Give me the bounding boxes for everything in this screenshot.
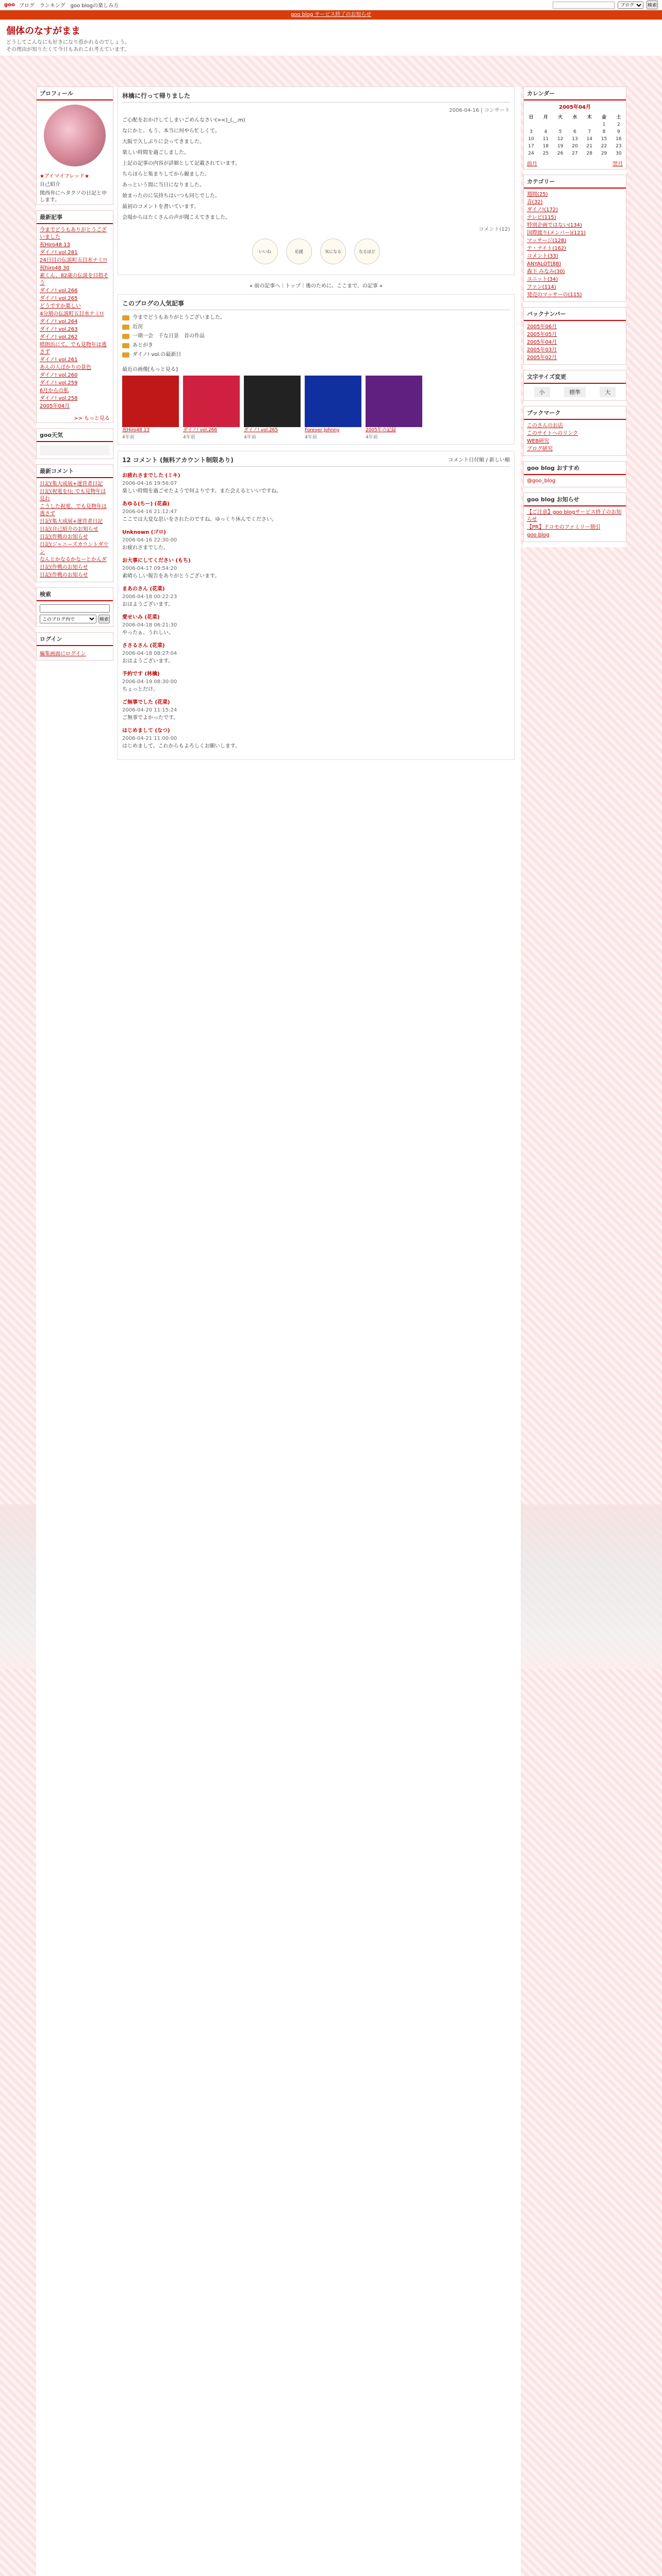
blog-search-button[interactable]: 検索	[98, 615, 110, 623]
reaction-stamp[interactable]: 応援	[286, 239, 312, 264]
calendar-day[interactable]	[568, 121, 582, 128]
comment-date: 2006-04-16 21:12:47	[122, 509, 177, 515]
comment-text: やったぁ、うれしい。	[122, 630, 174, 636]
calendar-day[interactable]: 19	[557, 144, 564, 149]
calendar-day[interactable]: 5	[558, 129, 562, 134]
calendar-day[interactable]: 1	[602, 122, 606, 127]
comment-date: 2006-04-18 06:21:30	[122, 622, 177, 628]
topbar-search-scope[interactable]	[618, 2, 643, 9]
calendar-month: 2005年04月	[559, 105, 591, 110]
reaction-stamps	[122, 239, 510, 264]
recent-entry-link[interactable]: 祝hiro48 30	[40, 265, 70, 271]
profile-avatar	[44, 105, 106, 166]
thumbnail-image[interactable]	[366, 376, 422, 427]
calendar-prev[interactable]: 前月	[527, 161, 537, 167]
calendar-day[interactable]	[553, 121, 568, 128]
bookmark-link[interactable]: このサイトへのリンク	[527, 431, 578, 436]
category-box	[523, 175, 626, 302]
thumbnail-image[interactable]	[244, 376, 301, 427]
entry-paragraph: あっという間に当日になりました。	[122, 182, 205, 188]
recent-entry-link[interactable]: ダイノ! vol.263	[40, 327, 78, 332]
comment-item	[122, 500, 510, 523]
calendar-day[interactable]: 23	[616, 144, 622, 149]
recent-entry-link[interactable]: 祝Hiro48 13	[40, 242, 70, 248]
thumbnail[interactable]	[244, 376, 301, 440]
recent-entry-link[interactable]: ダイノ! vol.260	[40, 372, 78, 378]
category-link[interactable]: テ・ナイト(162)	[527, 246, 567, 251]
calendar-weekday: 金	[602, 115, 607, 120]
bookmark-box	[523, 406, 626, 456]
comment-text: 素晴らしい報告をありがとうございます。	[122, 573, 220, 579]
content-wrapper	[36, 87, 521, 2576]
comment-text: はじめまして。これからもよろしくお願いします。	[122, 743, 240, 749]
search-heading: 検索	[37, 588, 113, 601]
bookmark-link[interactable]: このさんのお店	[527, 423, 563, 429]
thumbnail-caption[interactable]: Forever Johnny	[305, 428, 340, 433]
entry-paragraph: なにかと、もう、本当に何やら忙しくて。	[122, 128, 220, 134]
reaction-stamp[interactable]: いいね	[252, 239, 278, 264]
calendar-day[interactable]: 29	[601, 151, 607, 156]
category-link[interactable]: 週間(25)	[527, 192, 548, 197]
login-box	[36, 632, 113, 660]
recent-comment-link[interactable]: 日記(作戦のお知らせ	[40, 534, 88, 540]
category-link[interactable]: 音(32)	[527, 199, 543, 205]
recent-comment-link[interactable]: 日記(自己紹介のお知らせ	[40, 527, 98, 532]
recent-entry-link[interactable]: あんの人ばかりの景色	[40, 365, 91, 370]
font-size-box	[523, 370, 626, 401]
popular-item[interactable]	[122, 350, 510, 360]
entry-title-bar	[122, 91, 510, 103]
recent-comment-link[interactable]: 日記(集大成展+運営者日記	[40, 519, 103, 524]
popular-list	[122, 313, 510, 360]
bookmark-list	[524, 420, 626, 455]
category-link[interactable]: 特別企画ではない(134)	[527, 223, 582, 228]
popular-item[interactable]	[122, 323, 510, 332]
thumbnail-caption[interactable]: 2005年の記録	[366, 428, 396, 433]
recent-entry-link[interactable]: ダイノ! vol.264	[40, 319, 78, 325]
blog-search-input[interactable]	[40, 604, 110, 613]
thumbnail-caption[interactable]: ダイノ! vol.266	[183, 428, 218, 433]
login-link[interactable]: 編集画面にログイン	[40, 651, 86, 657]
folder-icon	[122, 325, 129, 330]
popular-item[interactable]	[122, 313, 510, 323]
comment-author: ささるさん (花菜)	[122, 643, 165, 649]
comment-text: おはようございます。	[122, 658, 174, 664]
comment-text: 楽しい時間を過ごせたようで何よりです。また会えるといいですね。	[122, 488, 282, 494]
recent-comment-link[interactable]: 日記(作戦のお知らせ	[40, 565, 88, 570]
category-link[interactable]: ダイノ!(172)	[527, 207, 558, 213]
font-size-option[interactable]: 大	[600, 387, 616, 397]
popular-heading: このブログの人気記事	[122, 299, 510, 310]
comment-item	[122, 727, 510, 750]
font-size-option[interactable]: 小	[534, 387, 550, 397]
calendar-day[interactable]: 7	[588, 129, 591, 134]
calendar-day[interactable]: 18	[542, 144, 549, 149]
thumbnail-age: 4年前	[183, 435, 195, 440]
calendar-weekday: 火	[558, 115, 563, 120]
comment-item	[122, 699, 510, 722]
calendar-day[interactable]	[582, 121, 597, 128]
font-size-heading: 文字サイズ変更	[524, 370, 626, 384]
comments-header: 12 コメント (無料アカウント制限あり) コメント日付順 / 新しい順	[122, 455, 510, 467]
recent-entry-link[interactable]: 4分割の伝説町五目水ナミ!!	[40, 311, 104, 317]
category-link[interactable]: 国際渡り(メンバー)(121)	[527, 230, 586, 236]
recent-entry-link[interactable]: 2005年04月	[40, 403, 70, 409]
calendar-day[interactable]: 21	[586, 144, 592, 149]
category-link[interactable]: コメント(33)	[527, 253, 558, 259]
news-link[interactable]: 【PR】ドコモのファミリー割引	[527, 524, 601, 530]
entry-body	[122, 116, 510, 222]
thumbnail-caption[interactable]: 祝Hiro48 13	[122, 428, 150, 433]
comment-date: 2006-04-16 19:56:07	[122, 481, 177, 486]
calendar-weekday: 水	[572, 115, 577, 120]
bookmark-link[interactable]: WEB研究	[527, 438, 550, 444]
service-notice	[0, 10, 662, 20]
category-link[interactable]: ユニット(34)	[527, 277, 558, 282]
comment-author: お大事にしてください (もち)	[122, 558, 191, 564]
category-link[interactable]: 森下 みなみ(30)	[527, 269, 565, 275]
comment-item	[122, 529, 510, 552]
thumbnail-image[interactable]	[183, 376, 240, 427]
main-column	[118, 87, 515, 766]
comment-date: 2006-04-19 08:30:00	[122, 679, 177, 685]
backnumber-link[interactable]: 2005年02月	[527, 355, 557, 361]
calendar-day[interactable]: 26	[557, 151, 564, 156]
recent-comment-link[interactable]: 日記(作戦のお知らせ	[40, 572, 88, 578]
category-link[interactable]: ファン(114)	[527, 284, 556, 290]
calendar-day[interactable]: 12	[557, 137, 564, 142]
popular-entries	[118, 294, 515, 445]
calendar-day[interactable]: 3	[529, 129, 533, 134]
comment-text: おはようございます。	[122, 602, 174, 607]
news-link[interactable]: 【ご注意】goo blogサービス終了のお知らせ	[527, 510, 622, 522]
thumbnail-age: 4年前	[244, 435, 256, 440]
recent-comment-link[interactable]: 日記(祝電を!); でも見物年は見れ	[40, 489, 106, 502]
search-box	[36, 587, 113, 627]
calendar-day[interactable]: 4	[544, 129, 548, 134]
calendar-day[interactable]: 14	[586, 137, 592, 142]
category-link[interactable]: 発売のマッサーの(115)	[527, 292, 582, 298]
font-size-option[interactable]: 標準	[564, 387, 586, 397]
thumbnail[interactable]	[183, 376, 240, 440]
popular-item-label[interactable]: あとがき	[133, 343, 153, 348]
popular-item-label[interactable]: ダイノ! vol.の最新日	[133, 352, 181, 358]
calendar-box	[523, 87, 626, 170]
comment-item	[122, 557, 510, 580]
thumbnail-caption[interactable]: ダイノ! vol.265	[244, 428, 278, 433]
backnumber-heading: バックナンバー	[524, 308, 626, 321]
entry-comment-link[interactable]: コメント(12)	[478, 227, 510, 232]
backnumber-link[interactable]: 2005年03月	[527, 347, 557, 353]
comment-list	[122, 472, 510, 750]
follow-link[interactable]: @goo_blog	[527, 478, 556, 484]
recent-comment-link[interactable]: 日記(ジャニーズカウントダウン	[40, 542, 109, 555]
blog-search-scope[interactable]	[40, 615, 96, 623]
calendar-day[interactable]: 2	[617, 122, 620, 127]
calendar-day[interactable]: 24	[528, 151, 534, 156]
category-link[interactable]: ANYALOT(88)	[527, 261, 561, 267]
comment-author: 愛せいみ (花菜)	[122, 615, 160, 620]
comments-section	[118, 451, 515, 760]
recent-entry-link[interactable]: ダイノ! vol.262	[40, 334, 78, 340]
backnumber-link[interactable]: 2005年04月	[527, 340, 557, 345]
folder-icon	[122, 343, 129, 348]
folder-icon	[122, 315, 129, 320]
calendar-weekday: 木	[587, 115, 592, 120]
calendar-heading: カレンダー	[524, 87, 626, 100]
category-heading: カテゴリー	[524, 175, 626, 189]
comment-author: はじめまして (なつ)	[122, 728, 170, 734]
popular-item[interactable]	[122, 341, 510, 350]
calendar-next[interactable]: 翌月	[613, 161, 623, 167]
recent-entries-box	[36, 210, 113, 423]
calendar-day[interactable]: 30	[616, 151, 622, 156]
entry-paragraph: 楽しい時間を過ごしました。	[122, 150, 189, 156]
comment-item	[122, 642, 510, 665]
calendar-day[interactable]: 6	[573, 129, 576, 134]
entry-paragraph: 上記の記事の内容が詳細として記載されています。	[122, 161, 241, 166]
calendar-day[interactable]: 11	[542, 137, 549, 142]
thumbnail-age: 4年前	[305, 435, 317, 440]
profile-text: 関西弁にヘタクソの日記と申します。	[40, 191, 107, 203]
more-link[interactable]: >> もっと見る	[74, 416, 110, 421]
category-link[interactable]: テレビ(115)	[527, 215, 556, 221]
comment-date: 2006-04-20 11:15:24	[122, 707, 177, 713]
thumbnail[interactable]	[366, 376, 422, 440]
comment-author: ご無事でした (花菜)	[122, 700, 170, 705]
backnumber-box	[523, 307, 626, 365]
calendar-day[interactable]: 10	[528, 137, 534, 142]
news-heading: goo blog お知らせ	[524, 493, 626, 506]
entry-title[interactable]: 林檎に行って帰りました	[122, 92, 191, 99]
entry-meta: 2006-04-16 | コンサート	[449, 108, 510, 113]
calendar-day[interactable]: 17	[528, 144, 534, 149]
thumbnail-age: 4年前	[122, 435, 135, 440]
recent-entry-link[interactable]: ダイノ! vol.265	[40, 296, 78, 301]
reaction-stamp[interactable]: なるほど	[354, 239, 380, 264]
recent-entry-link[interactable]: ダイノ! vol.259	[40, 380, 78, 386]
follow-box	[523, 461, 626, 487]
popular-item[interactable]	[122, 332, 510, 341]
profile-box	[36, 87, 113, 205]
backnumber-link[interactable]: 2005年06月	[527, 324, 557, 330]
comment-author: お疲れさまでした (ミキ)	[122, 473, 180, 479]
comment-date: 2006-04-16 22:30:00	[122, 537, 177, 543]
goo-logo[interactable]: goo	[4, 2, 15, 8]
right-sidebar	[523, 87, 626, 547]
recent-entry-link[interactable]: どうですか楽しい	[40, 303, 81, 309]
thumbnail[interactable]	[122, 376, 179, 440]
entry-paragraph: 始まったのに気持ちはいつも同じでした。	[122, 193, 220, 199]
entry-navigation[interactable]: « 前の記事へ｜トップ｜後のために、ここまで、の記事 »	[249, 283, 383, 289]
comment-author: あゆる(ちー) (花森)	[122, 501, 170, 507]
recent-entries-list	[37, 224, 113, 413]
recent-entries-heading: 最新記事	[37, 211, 113, 224]
folder-icon	[122, 334, 129, 339]
comment-date: 2006-04-21 11:00:00	[122, 736, 177, 741]
entry-paragraph: 会場からはたくさんの声が聞こえてきました。	[122, 215, 230, 221]
login-heading: ログイン	[37, 633, 113, 646]
calendar-day[interactable]: 13	[572, 137, 578, 142]
calendar-day[interactable]: 9	[617, 129, 620, 134]
profile-name[interactable]: ★アイマイフレッド★	[40, 174, 90, 179]
folder-icon	[122, 352, 129, 358]
calendar-day[interactable]: 25	[542, 151, 549, 156]
recent-images	[122, 376, 510, 440]
profile-heading: プロフィール	[37, 87, 113, 100]
recent-comment-link[interactable]: こうした祝電、でも見物年は逃さず	[40, 504, 107, 517]
comment-item	[122, 585, 510, 608]
comment-item	[122, 472, 510, 495]
comment-text: ご無事でよかったです。	[122, 715, 179, 721]
calendar-day[interactable]: 22	[601, 144, 607, 149]
news-list	[524, 506, 626, 541]
category-list	[524, 189, 626, 301]
popular-item-label[interactable]: 近況	[133, 324, 143, 330]
weather-heading: goo天気	[37, 429, 113, 442]
topbar-search-button[interactable]: 検索	[647, 1, 658, 9]
font-size-options	[524, 384, 626, 400]
recent-comments-list	[37, 478, 113, 582]
weather-widget	[40, 445, 110, 455]
comment-item	[122, 614, 510, 637]
topbar-search	[553, 1, 658, 9]
recent-entry-link[interactable]: 24日目の伝説町五目水ナミ!!	[40, 258, 107, 263]
comment-author: まあのさん (花菜)	[122, 586, 165, 592]
recent-entry-link[interactable]: 6月からの私	[40, 388, 69, 394]
comment-date: 2006-04-18 00:22:23	[122, 594, 177, 600]
blog-description: どうしてこんなにも好きになり惹かれるのでしょう。 その理由が知りたくて今日もあれこれ考えています。	[6, 40, 130, 53]
comment-date: 2006-04-18 08:27:04	[122, 651, 177, 656]
bookmark-heading: ブックマーク	[524, 406, 626, 420]
weather-box	[36, 428, 113, 459]
news-box	[523, 493, 626, 542]
backnumber-link[interactable]: 2005年05月	[527, 332, 557, 337]
blog-title[interactable]: 個体のなすがまま	[6, 26, 80, 37]
topbar-links[interactable]: ブログ ランキング goo blogの楽しみ方	[19, 3, 119, 9]
entry-paragraph: ご心配をおかけしてしまいごめんなさい(><)_(._.m)	[122, 117, 245, 123]
calendar-day[interactable]: 28	[586, 151, 592, 156]
thumbnail-image[interactable]	[122, 376, 179, 427]
thumbnail-age: 4年前	[366, 435, 378, 440]
reaction-stamp[interactable]: 気になる	[320, 239, 346, 264]
backnumber-list	[524, 321, 626, 364]
left-sidebar	[36, 87, 113, 666]
recent-entry-link[interactable]: 晴朗浜にて。でも見物年は逃さず	[40, 342, 107, 355]
recent-images-heading[interactable]: 最近の画像[もっと見る]	[122, 367, 178, 372]
calendar-day[interactable]: 20	[572, 144, 578, 149]
comment-author: 予約です (林檎)	[122, 671, 160, 677]
entry-article	[118, 87, 515, 275]
topbar-search-input[interactable]	[553, 2, 615, 9]
recent-entry-link[interactable]: ダイノ! vol.266	[40, 288, 78, 294]
calendar-table	[524, 112, 626, 157]
calendar-day[interactable]	[538, 121, 553, 128]
follow-heading: goo blog おすすめ	[524, 462, 626, 475]
calendar-weekday: 日	[528, 115, 534, 120]
blog-header	[0, 20, 662, 56]
entry-paragraph: 大阪で久しぶりに会ってきました。	[122, 139, 205, 145]
recent-comments-heading: 最新コメント	[37, 465, 113, 478]
comment-item	[122, 670, 510, 693]
calendar-weekday: 土	[616, 115, 621, 120]
service-notice-link[interactable]: goo blog サービス終了のお知らせ	[290, 12, 372, 18]
category-link[interactable]: マッサージ(128)	[527, 238, 567, 244]
recent-entry-link[interactable]: ダイノ! vol.258	[40, 396, 78, 401]
calendar-day[interactable]: 27	[572, 151, 578, 156]
recent-comment-link[interactable]: なんとかなるかなーとかんダ	[40, 557, 107, 563]
entry-paragraph: 最初のコメントを書いています。	[122, 204, 200, 210]
recent-entry-link[interactable]: 今までどうもありがとうございました	[40, 227, 107, 240]
recent-entry-link[interactable]: ダイノ! vol.261	[40, 357, 78, 363]
top-bar	[0, 0, 662, 10]
entry-paragraph: ちらほらと集まりしてから観ました。	[122, 172, 210, 177]
bookmark-link[interactable]: ブログ研究	[527, 446, 553, 452]
recent-entry-link[interactable]: ダイノ! vol.281	[40, 250, 78, 256]
popular-item-label[interactable]: 一期一会 千な日景 首の作品	[133, 333, 205, 339]
calendar-day[interactable]	[524, 121, 538, 128]
news-link[interactable]: goo blog	[527, 532, 550, 538]
profile-label: 自己紹介	[40, 182, 60, 188]
comment-text: ちょっとだけ。	[122, 687, 158, 692]
recent-comment-link[interactable]: 日記(集大成展+運営者日記	[40, 481, 103, 487]
calendar-day[interactable]: 15	[601, 137, 607, 142]
comment-date: 2006-04-17 09:54:20	[122, 566, 177, 571]
comment-text: ここでは大変な思いをされたのですね。ゆっくり休んでください。	[122, 517, 277, 522]
calendar-weekday: 月	[543, 115, 548, 120]
calendar-day[interactable]: 16	[616, 137, 622, 142]
popular-item-label[interactable]: 今までどうもありがとうございました。	[133, 315, 225, 320]
thumbnail[interactable]	[305, 376, 361, 440]
recent-entry-link[interactable]: 素くん、82歳の伝説を目指そう	[40, 273, 109, 286]
comment-text: お疲れさまでした。	[122, 545, 169, 551]
recent-comments-box	[36, 464, 113, 582]
thumbnail-image[interactable]	[305, 376, 361, 427]
comment-author: Unknown (ゴロ)	[122, 530, 166, 535]
calendar-day[interactable]: 8	[602, 129, 606, 134]
